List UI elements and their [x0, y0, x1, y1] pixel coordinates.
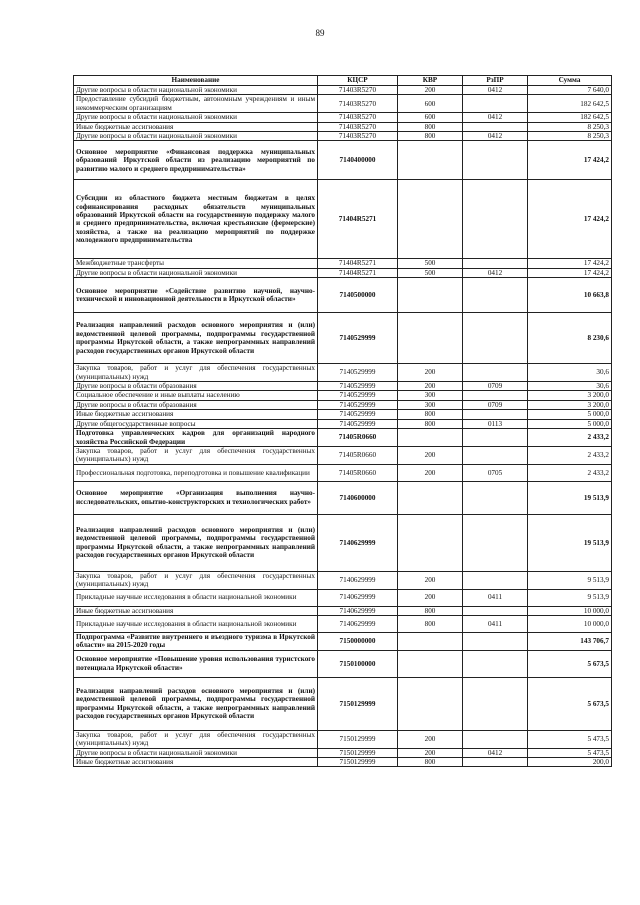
cell-name: Закупка товаров, работ и услуг для обеспечения государственных (муниципальных) нужд — [74, 571, 318, 589]
cell-sum: 17 424,2 — [528, 180, 612, 259]
cell-name: Другие вопросы в области национальной экономики — [74, 132, 318, 141]
cell-rzpr: 0412 — [463, 748, 528, 757]
table-row — [74, 180, 612, 259]
cell-rzpr — [463, 606, 528, 615]
cell-rzpr — [463, 571, 528, 589]
table-row — [74, 113, 612, 122]
cell-name: Подготовка управленческих кадров для организаций народного хозяйства Российской Федерации — [74, 429, 318, 447]
cell-name: Иные бюджетные ассигнования — [74, 757, 318, 766]
cell-name: Другие вопросы в области национальной экономики — [74, 748, 318, 757]
cell-kcsr: 71403R5270 — [318, 113, 398, 122]
cell-name: Социальное обеспечение и иные выплаты населению — [74, 391, 318, 400]
cell-rzpr — [463, 122, 528, 131]
cell-sum: 8 250,3 — [528, 122, 612, 131]
page-number: 89 — [315, 28, 325, 38]
cell-kvr: 800 — [398, 410, 463, 419]
cell-rzpr — [463, 730, 528, 748]
cell-kvr: 800 — [398, 757, 463, 766]
cell-name: Другие вопросы в области образования — [74, 382, 318, 391]
cell-rzpr — [463, 278, 528, 313]
cell-rzpr — [463, 757, 528, 766]
cell-kcsr: 7150000000 — [318, 632, 398, 650]
cell-rzpr — [463, 429, 528, 447]
cell-kcsr: 71403R5270 — [318, 95, 398, 113]
table-row — [74, 429, 612, 447]
cell-kcsr: 7140629999 — [318, 514, 398, 571]
cell-name: Иные бюджетные ассигнования — [74, 122, 318, 131]
cell-rzpr — [463, 391, 528, 400]
cell-kcsr: 7140529999 — [318, 419, 398, 428]
cell-sum: 2 433,2 — [528, 429, 612, 447]
cell-name: Иные бюджетные ассигнования — [74, 606, 318, 615]
cell-kvr: 600 — [398, 113, 463, 122]
cell-name: Предоставление субсидий бюджетным, автономным учреждениям и иным некоммерческим организациям — [74, 95, 318, 113]
table-row — [74, 481, 612, 514]
cell-sum: 2 433,2 — [528, 464, 612, 481]
cell-name: Основное мероприятие «Повышение уровня использования туристского потенциала Иркутской области» — [74, 650, 318, 677]
cell-sum: 17 424,2 — [528, 259, 612, 268]
cell-sum: 182 642,5 — [528, 95, 612, 113]
cell-kvr: 800 — [398, 122, 463, 131]
table-row — [74, 650, 612, 677]
cell-rzpr: 0113 — [463, 419, 528, 428]
table-row — [74, 748, 612, 757]
table-row — [74, 391, 612, 400]
table-row — [74, 86, 612, 95]
cell-sum: 3 200,0 — [528, 400, 612, 409]
cell-name: Другие вопросы в области национальной экономики — [74, 86, 318, 95]
cell-kcsr: 7140529999 — [318, 391, 398, 400]
cell-sum: 8 250,3 — [528, 132, 612, 141]
cell-kcsr: 71404R5271 — [318, 259, 398, 268]
cell-rzpr — [463, 259, 528, 268]
cell-sum: 9 513,9 — [528, 589, 612, 606]
cell-kcsr: 71405R0660 — [318, 464, 398, 481]
cell-kcsr: 7140629999 — [318, 589, 398, 606]
cell-name: Другие вопросы в области национальной экономики — [74, 113, 318, 122]
cell-rzpr: 0709 — [463, 400, 528, 409]
table-row — [74, 757, 612, 766]
cell-sum: 182 642,5 — [528, 113, 612, 122]
cell-rzpr — [463, 650, 528, 677]
cell-kvr: 800 — [398, 606, 463, 615]
cell-name: Подпрограмма «Развитие внутреннего и въездного туризма в Иркутской области» на 2015-2020 годы — [74, 632, 318, 650]
table-body — [74, 86, 612, 767]
cell-sum: 17 424,2 — [528, 268, 612, 277]
cell-kvr — [398, 514, 463, 571]
cell-rzpr: 0411 — [463, 589, 528, 606]
table-row — [74, 410, 612, 419]
cell-name: Профессиональная подготовка, переподготовка и повышение квалификации — [74, 464, 318, 481]
cell-sum: 2 433,2 — [528, 446, 612, 464]
cell-kvr: 500 — [398, 259, 463, 268]
cell-sum: 30,6 — [528, 364, 612, 382]
cell-kcsr: 7140529999 — [318, 400, 398, 409]
table-row — [74, 419, 612, 428]
header-sum: Сумма — [528, 76, 612, 86]
cell-name: Закупка товаров, работ и услуг для обеспечения государственных (муниципальных) нужд — [74, 730, 318, 748]
cell-sum: 30,6 — [528, 382, 612, 391]
cell-name: Межбюджетные трансферты — [74, 259, 318, 268]
cell-kcsr: 71404R5271 — [318, 268, 398, 277]
table-row — [74, 268, 612, 277]
cell-kvr — [398, 278, 463, 313]
cell-sum: 8 230,6 — [528, 313, 612, 364]
cell-kvr — [398, 313, 463, 364]
cell-kcsr: 7140529999 — [318, 410, 398, 419]
cell-kcsr: 7150129999 — [318, 748, 398, 757]
header-kcsr: КЦСР — [318, 76, 398, 86]
cell-name: Субсидии из областного бюджета местным бюджетам в целях софинансирования расходных обязательств муниципальных образований Иркутской области на государственную поддержку малого и среднего предпринимательства, включая крестьянские (фермерские) хозяйства, а также на реализацию мероприятий по поддержке молодежного предпринимательства — [74, 180, 318, 259]
table-row — [74, 141, 612, 180]
table-header-row — [74, 76, 612, 86]
cell-kcsr: 7140629999 — [318, 571, 398, 589]
cell-name: Реализация направлений расходов основного мероприятия и (или) ведомственной целевой программы, подпрограммы государственной программы Иркутской области, а также непрограммных направлений расходов государственных органов Иркутской области — [74, 514, 318, 571]
cell-sum: 10 000,0 — [528, 615, 612, 632]
cell-name: Реализация направлений расходов основного мероприятия и (или) ведомственной целевой программы, подпрограммы государственной программы Иркутской области, а также непрограммных направлений расходов государственных органов Иркутской области — [74, 677, 318, 730]
cell-kcsr: 7150129999 — [318, 730, 398, 748]
cell-kcsr: 7140529999 — [318, 364, 398, 382]
cell-sum: 19 513,9 — [528, 514, 612, 571]
cell-kvr: 200 — [398, 86, 463, 95]
cell-name: Прикладные научные исследования в области национальной экономики — [74, 589, 318, 606]
header-rzpr: РзПР — [463, 76, 528, 86]
cell-kcsr: 7140629999 — [318, 615, 398, 632]
cell-rzpr: 0412 — [463, 132, 528, 141]
cell-sum: 5 473,5 — [528, 730, 612, 748]
cell-kvr: 200 — [398, 589, 463, 606]
cell-kvr: 200 — [398, 730, 463, 748]
table-row — [74, 278, 612, 313]
cell-kcsr: 71404R5271 — [318, 180, 398, 259]
header-name: Наименование — [74, 76, 318, 86]
cell-kcsr: 7140529999 — [318, 382, 398, 391]
cell-rzpr — [463, 95, 528, 113]
cell-kvr: 200 — [398, 464, 463, 481]
cell-rzpr — [463, 141, 528, 180]
table-row — [74, 400, 612, 409]
cell-rzpr: 0412 — [463, 113, 528, 122]
cell-kcsr: 7140600000 — [318, 481, 398, 514]
table-row — [74, 514, 612, 571]
cell-kvr — [398, 141, 463, 180]
cell-name: Другие вопросы в области образования — [74, 400, 318, 409]
cell-rzpr — [463, 313, 528, 364]
cell-sum: 17 424,2 — [528, 141, 612, 180]
cell-kvr: 300 — [398, 400, 463, 409]
cell-rzpr — [463, 632, 528, 650]
table-row — [74, 464, 612, 481]
cell-kvr: 200 — [398, 446, 463, 464]
table-row — [74, 615, 612, 632]
cell-kvr: 800 — [398, 419, 463, 428]
cell-sum: 7 640,0 — [528, 86, 612, 95]
cell-kvr: 200 — [398, 364, 463, 382]
cell-name: Иные бюджетные ассигнования — [74, 410, 318, 419]
cell-kvr — [398, 650, 463, 677]
table-row — [74, 132, 612, 141]
cell-name: Основное мероприятие «Организация выполнения научно-исследовательских, опытно-конструкторских и технологических работ» — [74, 481, 318, 514]
cell-kvr: 800 — [398, 132, 463, 141]
table-row — [74, 259, 612, 268]
cell-name: Основное мероприятие «Содействие развитию научной, научно-технической и инновационной деятельности в Иркутской области» — [74, 278, 318, 313]
cell-sum: 19 513,9 — [528, 481, 612, 514]
cell-kcsr: 71403R5270 — [318, 86, 398, 95]
cell-kcsr: 71405R0660 — [318, 446, 398, 464]
cell-kvr: 200 — [398, 382, 463, 391]
cell-kvr: 800 — [398, 615, 463, 632]
cell-kcsr: 7140629999 — [318, 606, 398, 615]
cell-kcsr: 7140500000 — [318, 278, 398, 313]
cell-name: Прикладные научные исследования в области национальной экономики — [74, 615, 318, 632]
table-row — [74, 571, 612, 589]
cell-rzpr: 0411 — [463, 615, 528, 632]
cell-kvr — [398, 677, 463, 730]
table-row — [74, 364, 612, 382]
cell-sum: 200,0 — [528, 757, 612, 766]
table-row — [74, 122, 612, 131]
cell-name: Другие общегосударственные вопросы — [74, 419, 318, 428]
cell-sum: 5 000,0 — [528, 410, 612, 419]
cell-kvr: 500 — [398, 268, 463, 277]
cell-rzpr — [463, 180, 528, 259]
table-row — [74, 382, 612, 391]
table-row — [74, 313, 612, 364]
cell-kvr: 300 — [398, 391, 463, 400]
cell-kcsr: 7150129999 — [318, 757, 398, 766]
cell-kcsr: 71405R0660 — [318, 429, 398, 447]
cell-sum: 5 673,5 — [528, 650, 612, 677]
cell-rzpr: 0705 — [463, 464, 528, 481]
cell-name: Реализация направлений расходов основного мероприятия и (или) ведомственной целевой программы, подпрограммы государственной программы Иркутской области, а также непрограммных направлений расходов государственных органов Иркутской области — [74, 313, 318, 364]
table-row — [74, 589, 612, 606]
cell-sum: 5 473,5 — [528, 748, 612, 757]
cell-kvr: 200 — [398, 571, 463, 589]
cell-name: Другие вопросы в области национальной экономики — [74, 268, 318, 277]
cell-kcsr: 7140400000 — [318, 141, 398, 180]
table-row — [74, 730, 612, 748]
cell-kvr — [398, 180, 463, 259]
cell-rzpr — [463, 514, 528, 571]
cell-rzpr: 0709 — [463, 382, 528, 391]
cell-rzpr — [463, 446, 528, 464]
cell-kvr — [398, 632, 463, 650]
cell-rzpr — [463, 481, 528, 514]
cell-rzpr — [463, 410, 528, 419]
table-row — [74, 606, 612, 615]
cell-kvr: 200 — [398, 748, 463, 757]
cell-kcsr: 7150100000 — [318, 650, 398, 677]
cell-sum: 5 673,5 — [528, 677, 612, 730]
cell-kvr — [398, 481, 463, 514]
cell-kcsr: 71403R5270 — [318, 132, 398, 141]
cell-kcsr: 7150129999 — [318, 677, 398, 730]
cell-kvr: 600 — [398, 95, 463, 113]
table-row — [74, 632, 612, 650]
cell-name: Основное мероприятие «Финансовая поддержка муниципальных образований Иркутской области из реализацию мероприятий по развитию малого и среднего предпринимательства» — [74, 141, 318, 180]
cell-sum: 3 200,0 — [528, 391, 612, 400]
cell-rzpr: 0412 — [463, 268, 528, 277]
header-kvr: КВР — [398, 76, 463, 86]
cell-sum: 10 000,0 — [528, 606, 612, 615]
cell-kcsr: 71403R5270 — [318, 122, 398, 131]
budget-table — [73, 75, 612, 767]
cell-sum: 5 000,0 — [528, 419, 612, 428]
cell-rzpr — [463, 364, 528, 382]
cell-sum: 10 663,8 — [528, 278, 612, 313]
cell-kcsr: 7140529999 — [318, 313, 398, 364]
cell-rzpr: 0412 — [463, 86, 528, 95]
table-row — [74, 95, 612, 113]
cell-sum: 9 513,9 — [528, 571, 612, 589]
table-row — [74, 677, 612, 730]
cell-sum: 143 706,7 — [528, 632, 612, 650]
table-row — [74, 446, 612, 464]
cell-name: Закупка товаров, работ и услуг для обеспечения государственных (муниципальных) нужд — [74, 446, 318, 464]
cell-kvr — [398, 429, 463, 447]
cell-rzpr — [463, 677, 528, 730]
cell-name: Закупка товаров, работ и услуг для обеспечения государственных (муниципальных) нужд — [74, 364, 318, 382]
